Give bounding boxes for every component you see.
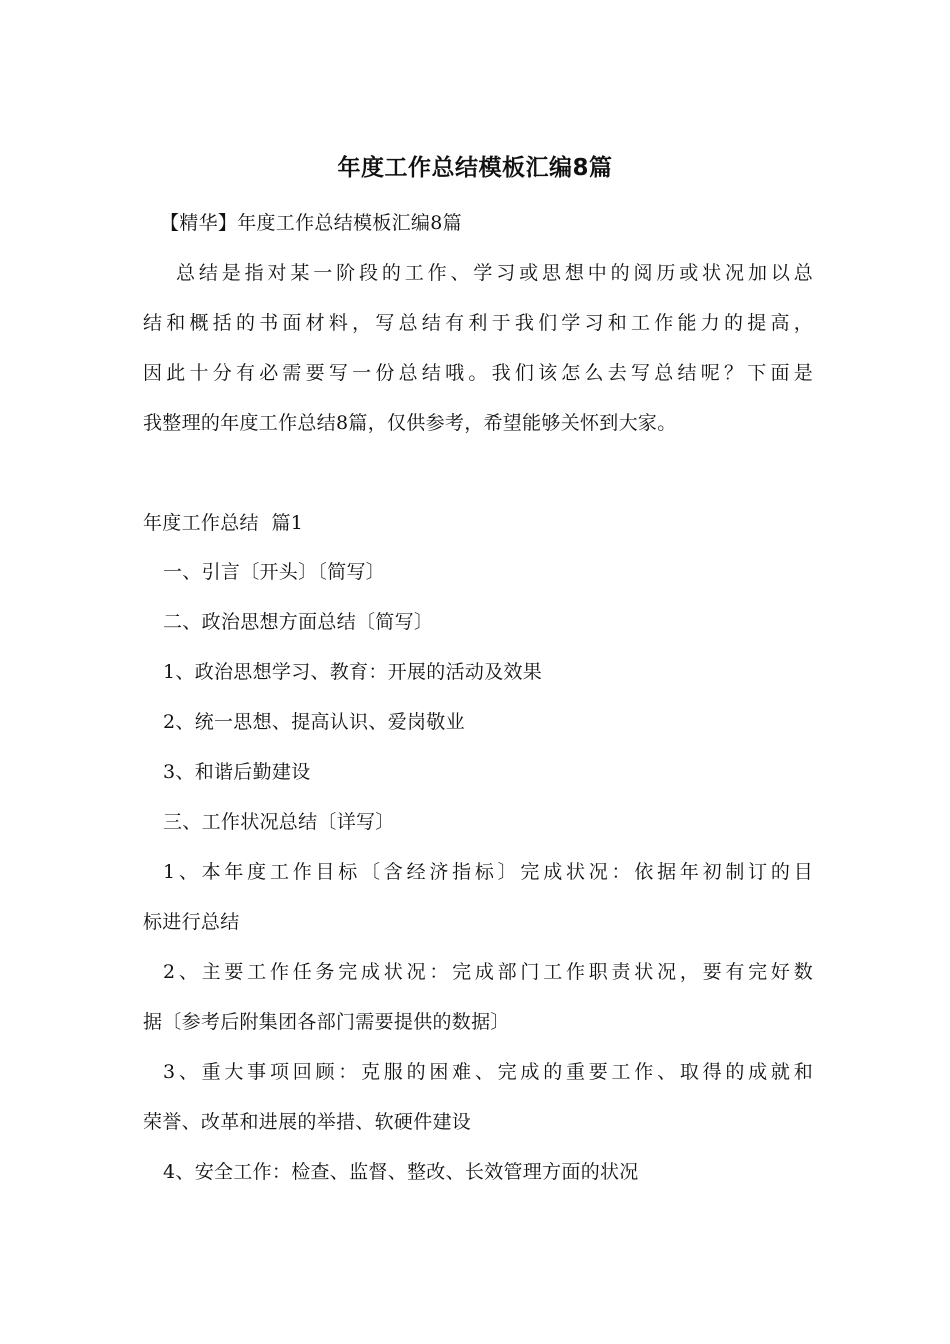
section-heading: 年度工作总结 篇1 — [143, 512, 304, 534]
intro-line-1: 总结是指对某一阶段的工作、学习或思想中的阅历或状况加以总 — [176, 262, 813, 284]
list-item-continuation: 标进行总结 — [143, 911, 240, 933]
intro-line-2: 结和概括的书面材料，写总结有利于我们学习和工作能力的提高， — [143, 312, 813, 334]
list-item: 2、统一思想、提高认识、爱岗敬业 — [163, 711, 465, 733]
list-item-continuation: 荣誉、改革和进展的举措、软硬件建设 — [143, 1111, 472, 1133]
list-item: 4、安全工作：检查、监督、整改、长效管理方面的状况 — [163, 1161, 639, 1183]
intro-line-4: 我整理的年度工作总结8篇，仅供参考，希望能够关怀到大家。 — [143, 412, 677, 434]
document-title: 年度工作总结模板汇编8篇 — [337, 155, 613, 181]
list-item: 二、政治思想方面总结〔简写〕 — [163, 611, 434, 633]
list-item: 一、引言〔开头〕〔简写〕 — [163, 561, 386, 583]
list-item-continuation: 据〔参考后附集团各部门需要提供的数据〕 — [143, 1011, 510, 1033]
intro-line-3: 因此十分有必需要写一份总结哦。我们该怎么去写总结呢？下面是 — [143, 362, 813, 384]
list-item: 1、本年度工作目标〔含经济指标〕完成状况：依据年初制订的目 — [163, 861, 813, 883]
list-item: 1、政治思想学习、教育：开展的活动及效果 — [163, 661, 543, 683]
list-item: 三、工作状况总结〔详写〕 — [163, 811, 395, 833]
list-item: 2、主要工作任务完成状况：完成部门工作职责状况，要有完好数 — [163, 961, 813, 983]
document-subtitle: 【精华】年度工作总结模板汇编8篇 — [160, 212, 462, 234]
list-item: 3、重大事项回顾：克服的困难、完成的重要工作、取得的成就和 — [163, 1061, 813, 1083]
list-item: 3、和谐后勤建设 — [163, 761, 311, 783]
